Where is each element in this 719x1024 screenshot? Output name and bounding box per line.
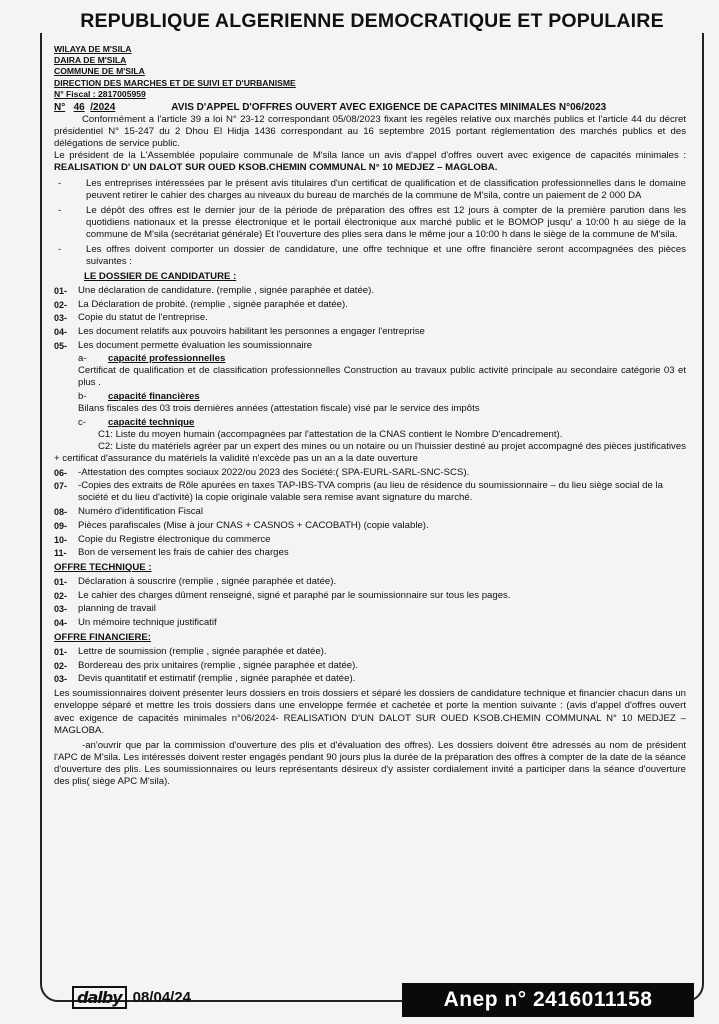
list-item: 02- La Déclaration de probité. (remplie , signée paraphée et datée). [54, 298, 348, 310]
intro-paragraph: Conformément a l'article 39 a loi N° 23-12 correspondant 05/08/2023 fixant les regèles relative oux marchés publics et l'article 44 du décret présidentiel N° 15-247 du 2 Dhou El Hidja 1436 correspondant au 16 septembre 2015 portant réglementation des marchés publics et des délégations de service public. [54, 114, 686, 150]
bullet-item: - Le dépôt des offres est le dernier jour de la période de préparation des offres est 12 jours à compter de la première parution dans les quotidiens nationaux et la presse électronique et le portail électronique aux marché public et le BOMOP jusqu' a 10:00 h au siège de la commune de M'sila (secrétariat générale) Et l'ouverture des plies sera dans le même jour a 10:00 h dans le siège de la commune de M'sila. [58, 204, 686, 240]
list-item: 04- Les document relatifs aux pouvoirs habilitant les personnes a engager l'entreprise [54, 325, 425, 337]
capacity-c-heading: c- capacité technique [78, 416, 195, 428]
document-title: REPUBLIQUE ALGERIENNE DEMOCRATIQUE ET POPULAIRE [40, 10, 704, 33]
list-item: 06- -Attestation des comptes sociaux 2022/ou 2023 des Société:( SPA-EURL-SARL-SNC-SCS). [54, 466, 470, 478]
closing-paragraph-2: -an'ouvrir que par la commission d'ouverture des plis et d'évaluation des offres). Les dossiers doivent être adressés au nom de président l'APC de M'sila. Les intéressés doivent rester engagés pendant 90 jours plus la durée de la préparation des offres à compter de la date de la séance d'ouverture des plis. Les soumissionnaires ou leurs représentants désireux d'y assister cordialement invité a participer dans la séance d'ouverture des plis( siège APC M'sila). [54, 739, 686, 787]
capacity-b-text: Bilans fiscales des 03 trois dernières années (attestation fiscale) visé par le service des impôts [78, 403, 480, 415]
list-item: 08- Numéro d'identification Fiscal [54, 506, 204, 518]
section-offre-financiere-title: OFFRE FINANCIERE: [54, 632, 152, 644]
capacity-a-heading: a- capacité professionnelles [78, 353, 226, 365]
footer-date-block [72, 986, 191, 1009]
anep-number-badge: Anep n° 2416011158 [402, 983, 694, 1017]
header-direction: DIRECTION DES MARCHES ET DE SUIVI ET D'URBANISME [54, 77, 296, 88]
header-wilaya: WILAYA DE M'SILA [54, 44, 132, 54]
president-paragraph: Le président de la L'Assemblée populaire communale de M'sila lance un avis d'appel d'offres ouvert avec exigence de capacités minimales : REALISATION D' UN DALOT SUR OUED KSOB.CHEMIN COMMUNAL N° 10 MEDJEZ – MAGLOBA. [54, 150, 686, 174]
section-dossier-title: LE DOSSIER DE CANDIDATURE : [84, 271, 237, 283]
list-item: 01- Déclaration à souscrire (remplie , signée paraphée et datée). [54, 576, 337, 588]
header-daira: DAIRA DE M'SILA [54, 55, 127, 66]
list-item: 01- Lettre de soumission (remplie , signée paraphée et datée). [54, 645, 327, 657]
bullet-item: - Les offres doivent comporter un dossier de candidature, une offre technique et une offre financière seront accompagnées des pièces suivantes : [58, 244, 686, 268]
list-item: 05- Les document permette évaluation les soumissionnaire [54, 339, 313, 351]
closing-paragraph-1: Les soumissionnaires doivent présenter leurs dossiers en trois dossiers et séparé les dossiers de candidature technique et financier chacun dans un enveloppe séparé et mettre les trois dossiers dans une enveloppe fermée et cachetée et porte la mention suivante : (avis d'appel d'offres ouvert avec exigence de capacités minimales n°06/2024- REALISATION D'UN DALOT SUR OUED KSOB.CHEMIN COMMUNAL N° 10 MEDJEZ – MAGLOBA. [54, 688, 686, 736]
list-item: 04- Un mémoire technique justificatif [54, 617, 217, 629]
list-item: 02- Le cahier des charges dûment renseigné, signé et paraphé par le soumissionnaire sur tous les pages. [54, 589, 511, 601]
header-commune: COMMUNE DE M'SILA [54, 66, 145, 77]
list-item: 09- Pièces parafiscales (Mise à jour CNAS + CASNOS + CACOBATH) (copie valable). [54, 519, 429, 531]
section-offre-technique-title: OFFRE TECHNIQUE : [54, 562, 152, 574]
list-item: 03- planning de travail [54, 603, 156, 615]
document-body [54, 44, 686, 788]
publication-date: 08/04/24 [132, 989, 192, 1006]
bullet-item: - Les entreprises intéressées par le présent avis titulaires d'un certificat de qualification et de classification professionnelles dans le domaine peuvent retirer le cahier des charges au niveaux du bureau de marchés de la commune de M'sila, contre un paiement de 2 000 DA [58, 177, 686, 201]
capacity-b-heading: b- capacité financières [78, 391, 200, 403]
list-item: 02- Bordereau des prix unitaires (remplie , signée paraphée et datée). [54, 659, 358, 671]
avis-title: AVIS D'APPEL D'OFFRES OUVERT AVEC EXIGENCE DE CAPACITES MINIMALES N°06/2023 [171, 102, 607, 114]
list-item: 07- -Copies des extraits de Rôle apurées en taxes TAP-IBS-TVA compris (au lieu de résidence du soumissionnaire – du lieu siège social de la société et du lieu d'activité) la copie originale valable sera remise avant signature du marché. [54, 480, 663, 504]
header-block [54, 44, 686, 100]
reference-number: N° 46 /2024 [54, 102, 116, 114]
list-item: 03- Copie du statut de l'entreprise. [54, 312, 208, 324]
capacity-c2-text: C2: Liste du matériels agréer par un expert des mines ou un notaire ou un l'huissier destiné au projet accompagné des pièces justificatives + certificat d'assurance du matériels la validité n'excède pas un an a la date ouverture [54, 440, 686, 465]
list-item: 01- Une déclaration de candidature. (remplie , signée paraphée et datée). [54, 284, 374, 296]
list-item: 11- Bon de versement les frais de cahier des charges [54, 547, 289, 559]
capacity-c1-text: C1: Liste du moyen humain (accompagnées par l'attestation de la CNAS contient le Nombre D'encadrement). [98, 428, 563, 440]
list-item: 10- Copie du Registre électronique du commerce [54, 533, 271, 545]
publisher-logo: dalby [72, 986, 127, 1009]
capacity-a-text: Certificat de qualification et de classification professionnelles Construction au travaux public activité principale au secondaire catégorie 03 et plus . [78, 365, 686, 389]
header-fiscal: N° Fiscal : 2817005959 [54, 88, 146, 99]
reference-row [54, 102, 686, 114]
list-item: 03- Devis quantitatif et estimatif (remplie , signée paraphée et datée). [54, 673, 356, 685]
